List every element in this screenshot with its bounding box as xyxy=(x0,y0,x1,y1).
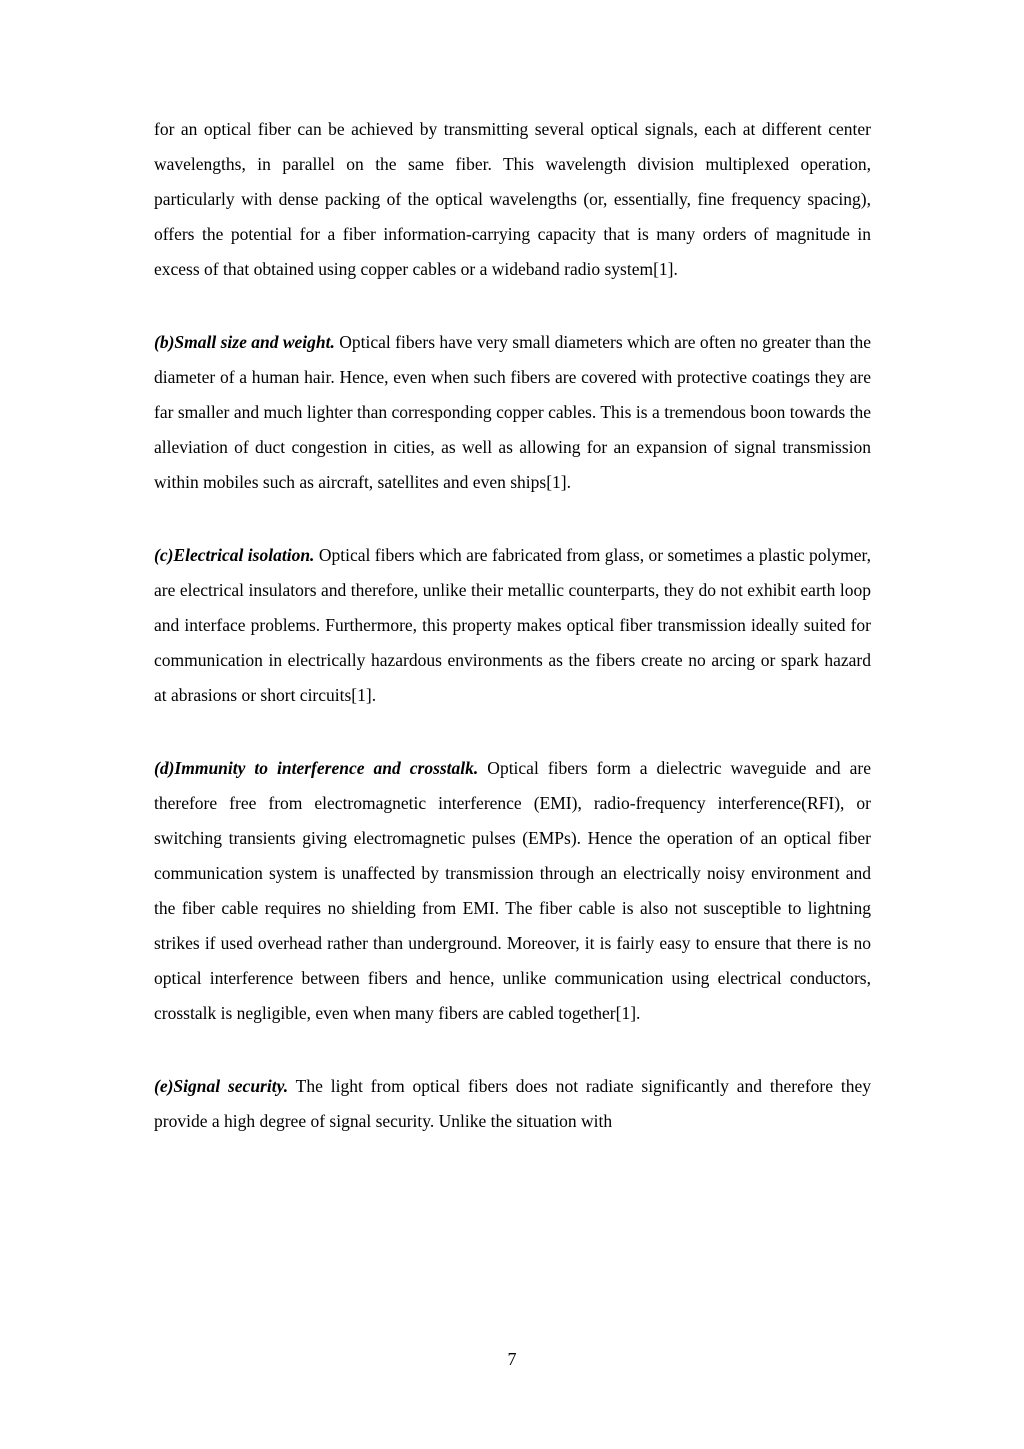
paragraph-lead: (e)Signal security. xyxy=(154,1076,289,1096)
paragraph-text: The light from optical fibers does not radiate significantly and therefore they provide a high degree of signal security. Unlike the situation with xyxy=(154,1076,872,1131)
paragraph-continuation xyxy=(154,112,871,287)
paragraph-immunity-interference-crosstalk xyxy=(154,751,871,1031)
page-number: 7 xyxy=(507,1349,517,1369)
paragraph-text: Optical fibers have very small diameters which are often no greater than the diameter of a human hair. Hence, even when such fibers are covered with protective coatings they are far smaller and much lighter than corresponding copper cables. This is a tremendous boon towards the alleviation of duct congestion in cities, as well as allowing for an expansion of signal transmission within mobiles such as aircraft, satellites and even ships[1]. xyxy=(154,332,871,492)
paragraph-small-size-and-weight xyxy=(154,325,871,500)
paragraph-electrical-isolation xyxy=(154,538,871,713)
paragraph-lead: (b)Small size and weight. xyxy=(154,332,335,352)
paragraph-text: Optical fibers form a dielectric waveguide and are therefore free from electromagnetic interference (EMI), radio-frequency interference(RFI), or switching transients giving electromagnetic pulses (EMPs). Hence the operation of an optical fiber communication system is unaffected by transmission through an electrically noisy environment and the fiber cable requires no shielding from EMI. The fiber cable is also not susceptible to lightning strikes if used overhead rather than underground. Moreover, it is fairly easy to ensure that there is no optical interference between fibers and hence, unlike communication using electrical conductors, crosstalk is negligible, even when many fibers are cabled together[1]. xyxy=(154,758,872,1023)
paragraph-text: Optical fibers which are fabricated from glass, or sometimes a plastic polymer, are electrical insulators and therefore, unlike their metallic counterparts, they do not exhibit earth loop and interface problems. Furthermore, this property makes optical fiber transmission ideally suited for communication in electrically hazardous environments as the fibers create no arcing or spark hazard at abrasions or short circuits[1]. xyxy=(154,545,871,705)
paragraph-signal-security xyxy=(154,1069,871,1139)
paragraph-lead: (c)Electrical isolation. xyxy=(154,545,315,565)
paragraph-lead: (d)Immunity to interference and crosstalk. xyxy=(154,758,479,778)
paragraph-text: for an optical fiber can be achieved by transmitting several optical signals, each at different center wavelengths, in parallel on the same fiber. This wavelength division multiplexed operation, particularly with dense packing of the optical wavelengths (or, essentially, fine frequency spacing), offers the potential for a fiber information-carrying capacity that is many orders of magnitude in excess of that obtained using copper cables or a wideband radio system[1]. xyxy=(154,119,871,279)
